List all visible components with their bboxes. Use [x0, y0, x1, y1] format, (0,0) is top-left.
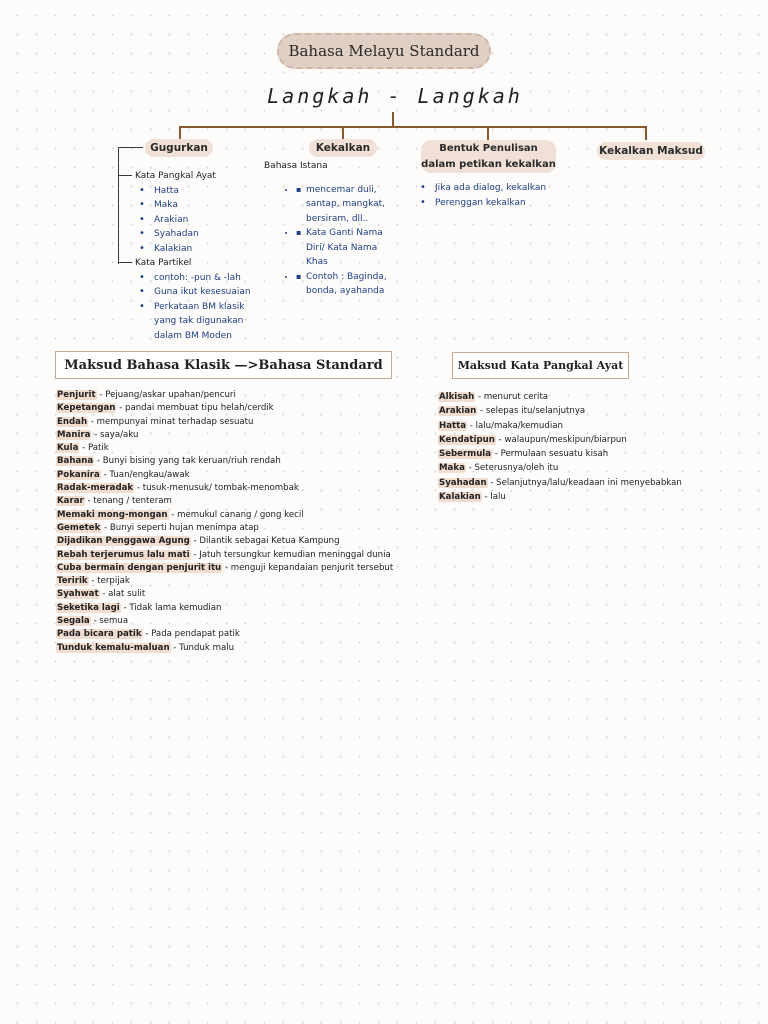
bentuk-content — [416, 181, 576, 210]
list-item — [56, 416, 396, 429]
meaning: tenang / tenteram — [93, 496, 172, 507]
pangkal-section-title-box — [452, 352, 629, 379]
connector-drop-maksud — [645, 126, 647, 140]
term: Tunduk kemalu-maluan — [57, 642, 170, 653]
list-item: • Syahadan — [135, 227, 260, 242]
meaning: Patik — [87, 443, 109, 454]
connector-drop-gugurkan — [179, 126, 181, 140]
list-item — [56, 602, 396, 615]
kata-partikel-list — [135, 271, 260, 344]
branch-kekalkan — [309, 139, 377, 157]
term: Manira — [57, 429, 91, 440]
separator: - — [495, 434, 505, 445]
list-item: • Guna ikut kesesuaian — [135, 285, 260, 300]
separator: - — [99, 589, 109, 600]
list-item — [56, 549, 396, 562]
meaning: selepas itu/selanjutnya — [485, 406, 586, 417]
meaning: mempunyai minat terhadap sesuatu — [96, 416, 254, 427]
klasik-section-title-box — [55, 351, 392, 379]
page-title: Bahasa Melayu Standard — [288, 42, 480, 60]
list-item: ▪ • Contoh : Baginda, bonda, ayahanda — [296, 270, 391, 299]
connector-trunk — [392, 112, 394, 127]
branch-maksud — [597, 142, 705, 160]
separator: - — [116, 403, 125, 414]
meaning: Pejuang/askar upahan/pencuri — [105, 390, 236, 400]
meaning: alat sulit — [108, 589, 146, 600]
list-item — [438, 461, 728, 475]
separator: - — [492, 449, 501, 460]
separator: - — [88, 576, 98, 587]
meaning: saya/aku — [100, 429, 139, 440]
gugurkan-content — [135, 169, 260, 343]
list-item — [56, 455, 396, 468]
separator: - — [88, 416, 97, 427]
term: Alkisah — [439, 392, 475, 402]
term: Hatta — [439, 420, 467, 431]
list-item — [56, 615, 396, 628]
separator: - — [190, 549, 200, 560]
branch-bentuk-label: Bentuk Penulisan dalam petikan kekalkan — [421, 143, 556, 170]
list-item: • Maka — [135, 198, 260, 213]
pangkal-list — [438, 390, 728, 504]
list-item — [438, 404, 728, 418]
term: Pada bicara patik — [57, 629, 142, 640]
branch-maksud-label: Kekalkan Maksud — [599, 145, 703, 157]
separator: - — [101, 522, 110, 533]
list-item — [56, 442, 396, 455]
separator: - — [100, 469, 110, 480]
list-item — [438, 447, 728, 461]
meaning: menurut cerita — [483, 392, 549, 402]
list-item — [56, 482, 396, 495]
list-item — [56, 522, 396, 535]
list-item — [56, 495, 396, 508]
meaning: walaupun/meskipun/biarpun — [504, 434, 627, 445]
meaning: semua — [99, 616, 129, 627]
list-item — [56, 509, 396, 522]
list-item — [56, 469, 396, 482]
connector-drop-bentuk — [487, 126, 489, 140]
term: Kula — [57, 443, 79, 454]
separator: - — [170, 642, 180, 653]
term: Karar — [57, 496, 84, 507]
separator: - — [84, 496, 94, 507]
term: Cuba bermain dengan penjurit itu — [57, 562, 222, 573]
separator: - — [91, 429, 101, 440]
list-item — [56, 402, 396, 415]
term: Bahana — [57, 456, 94, 467]
meaning: Bunyi bising yang tak keruan/riuh rendah — [102, 456, 281, 467]
branch-gugurkan — [145, 139, 213, 157]
term: Penjurit — [57, 390, 96, 400]
term: Rebah terjerumus lalu mati — [57, 549, 190, 560]
list-item — [56, 588, 396, 601]
kata-pangkal-list — [135, 184, 260, 257]
term: Teririk — [57, 576, 88, 587]
meaning: Tuan/engkau/awak — [109, 469, 190, 480]
meaning: Seterusnya/oleh itu — [474, 463, 559, 474]
term: Dijadikan Penggawa Agung — [57, 536, 190, 547]
meaning: lalu — [490, 492, 506, 503]
term: Kalakian — [439, 492, 481, 503]
meaning: Pada pendapat patik — [151, 629, 240, 640]
separator: - — [96, 390, 106, 400]
pangkal-section-title: Maksud Kata Pangkal Ayat — [457, 359, 624, 372]
meaning: Jatuh tersungkur kemudian meninggal dunia — [199, 549, 391, 560]
term: Seketika lagi — [57, 602, 120, 613]
meaning: tusuk-menusuk/ tombak-menombak — [142, 483, 299, 494]
meaning: Permulaan sesuatu kisah — [500, 449, 609, 460]
bentuk-list — [416, 181, 576, 210]
meaning: menguji kepandaian penjurit tersebut — [230, 562, 394, 573]
meaning: memukul canang / gong kecil — [177, 509, 304, 520]
branch-bentuk — [421, 140, 556, 173]
term: Radak-meradak — [57, 483, 134, 494]
list-item: ▪ • Kata Ganti Nama Diri/ Kata Nama Khas — [296, 226, 391, 270]
branch-gugurkan-label: Gugurkan — [150, 142, 208, 154]
meaning: Tidak lama kemudian — [129, 602, 222, 613]
separator: - — [120, 602, 130, 613]
term: Segala — [57, 616, 90, 627]
list-item: • Perkataan BM klasik yang tak digunakan dalam BM Moden — [135, 300, 254, 344]
list-item — [438, 419, 728, 433]
list-item: • Perenggan kekalkan — [416, 196, 576, 211]
separator: - — [79, 443, 88, 454]
separator: - — [475, 392, 484, 402]
connector-drop-kekalkan — [342, 126, 344, 140]
meaning: Tunduk malu — [179, 642, 235, 653]
term: Syahwat — [57, 589, 99, 600]
klasik-list — [56, 389, 396, 655]
separator: - — [481, 492, 491, 503]
list-item — [56, 642, 396, 655]
kekalkan-list — [256, 183, 391, 299]
list-item — [56, 389, 396, 402]
meaning: Bunyi seperti hujan menimpa atap — [109, 522, 259, 533]
separator: - — [190, 536, 200, 547]
meaning: pandai membuat tipu helah/cerdik — [125, 403, 274, 414]
list-item — [438, 490, 728, 504]
separator: - — [168, 509, 178, 520]
separator: - — [467, 420, 476, 431]
kekalkan-subtitle: Bahasa Istana — [264, 161, 328, 171]
list-item — [56, 429, 396, 442]
term: Kepetangan — [57, 403, 116, 414]
klasik-section-title: Maksud Bahasa Klasik —>Bahasa Standard — [64, 357, 383, 373]
term: Memaki mong-mongan — [57, 509, 168, 520]
separator: - — [94, 456, 103, 467]
list-item — [56, 575, 396, 588]
term: Pokanira — [57, 469, 100, 480]
separator: - — [477, 406, 486, 417]
meaning: terpijak — [97, 576, 130, 587]
meaning: lalu/maka/kemudian — [475, 420, 563, 431]
gugurkan-bracket-tick-1 — [118, 175, 132, 176]
list-item: • Jika ada dialog, kekalkan — [416, 181, 576, 196]
branch-kekalkan-label: Kekalkan — [315, 142, 371, 154]
separator: - — [142, 629, 152, 640]
kata-pangkal-title: Kata Pangkal Ayat — [135, 171, 216, 181]
list-item: • Arakian — [135, 213, 260, 228]
list-item — [438, 390, 728, 404]
list-item: • Kalakian — [135, 242, 260, 257]
meaning: Dilantik sebagai Ketua Kampung — [199, 536, 340, 547]
list-item — [438, 476, 728, 490]
term: Arakian — [439, 406, 477, 417]
list-item — [438, 433, 728, 447]
separator: - — [134, 483, 143, 494]
list-item — [56, 628, 396, 641]
separator: - — [487, 477, 497, 488]
separator: - — [90, 616, 100, 627]
separator: - — [222, 562, 231, 573]
list-item — [56, 535, 396, 548]
term: Syahadan — [439, 477, 487, 488]
term: Gemetek — [57, 522, 101, 533]
kata-partikel-title: Kata Partikel — [135, 258, 192, 268]
main-heading: Langkah - Langkah — [267, 84, 523, 108]
term: Kendatipun — [439, 434, 495, 445]
gugurkan-bracket-tick-2 — [118, 262, 132, 263]
list-item: ▪ • mencemar duli, santap, mangkat, bersiram, dll.. — [296, 183, 391, 227]
meaning: Selanjutnya/lalu/keadaan ini menyebabkan — [496, 477, 682, 488]
kekalkan-content — [256, 159, 391, 308]
term: Maka — [439, 463, 465, 474]
separator: - — [465, 463, 475, 474]
term: Endah — [57, 416, 88, 427]
page-title-pill — [277, 33, 491, 69]
list-item — [56, 562, 396, 575]
connector-horizontal — [179, 126, 647, 128]
list-item: • Hatta — [135, 184, 260, 199]
list-item: • contoh: -pun & -lah — [135, 271, 260, 286]
term: Sebermula — [439, 449, 492, 460]
